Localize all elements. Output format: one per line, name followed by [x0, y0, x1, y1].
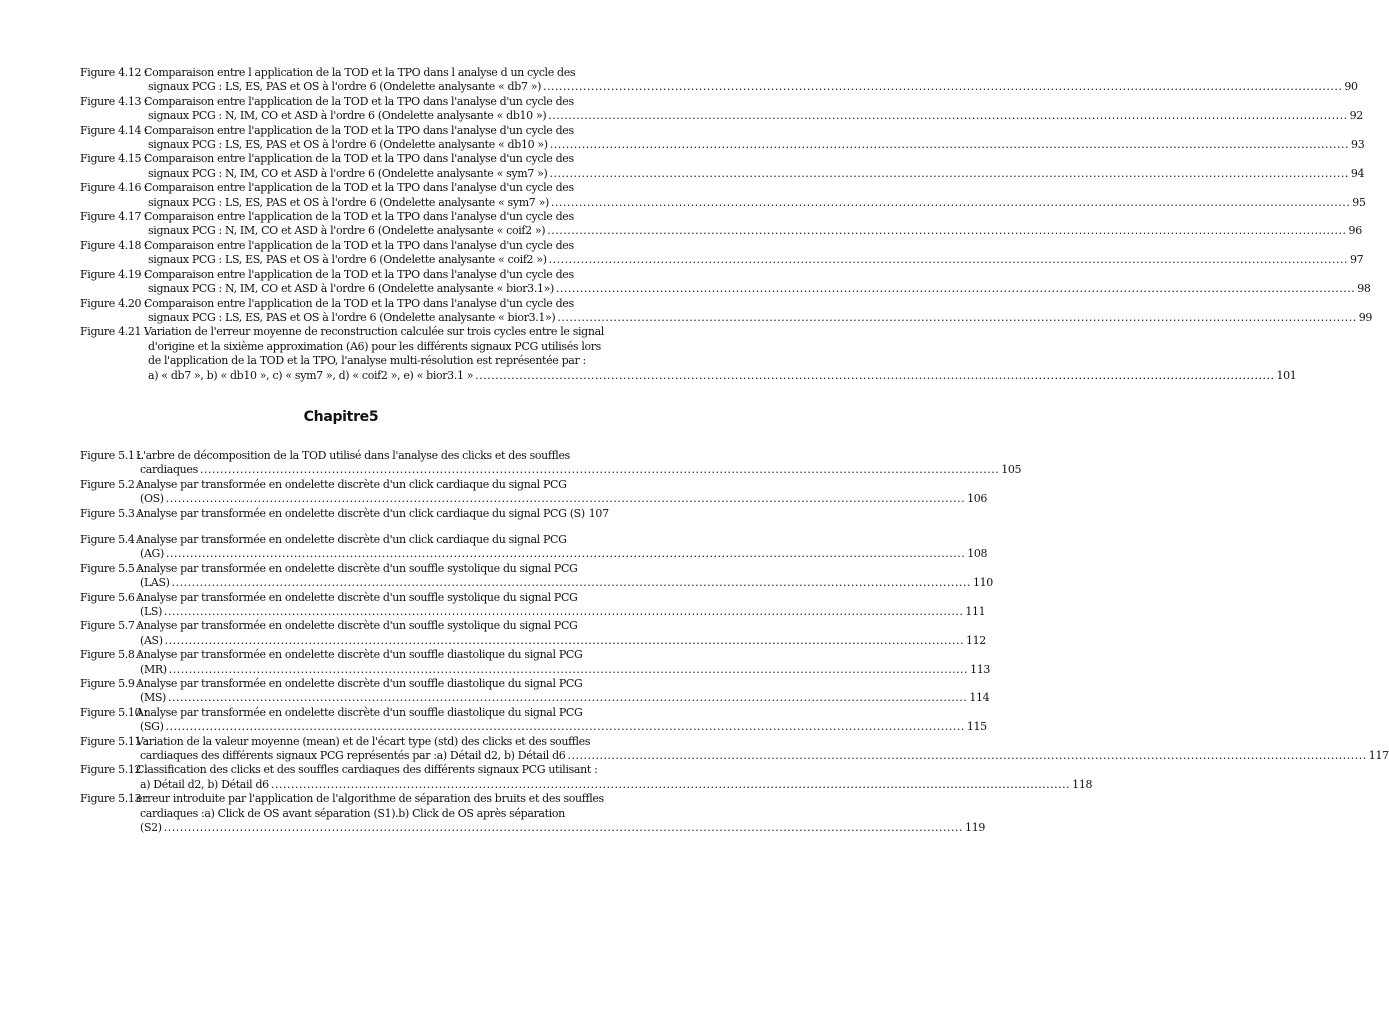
figure-caption-line: signaux PCG : LS, ES, PAS et OS à l'ordre 6 (Ondelette analysante « db10 »)	[148, 138, 548, 152]
figure-label: Figure 5.11 :	[80, 734, 148, 748]
figure-entry[interactable]	[80, 152, 1365, 181]
figure-caption-line: Comparaison entre l application de la TOD et la TPO dans l analyse d un cycle des	[144, 66, 576, 79]
figure-caption-line: Comparaison entre l'application de la TOD et la TPO dans l'analyse d'un cycle des	[144, 296, 574, 310]
figure-caption-line: signaux PCG : LS, ES, PAS et OS à l'ordre 6 (Ondelette analysante « coif2 »)	[148, 253, 547, 267]
page-number[interactable]: 115	[966, 720, 987, 734]
figure-caption-line: (SG)	[140, 720, 164, 734]
page-number[interactable]: 118	[1072, 777, 1093, 791]
figure-label: Figure 5.4 :	[80, 532, 142, 546]
figure-entry[interactable]	[80, 792, 985, 835]
figure-caption-line: (S2)	[140, 821, 162, 835]
figure-label: Figure 4.15 :	[80, 152, 148, 166]
page-number[interactable]: 97	[1349, 253, 1364, 267]
leader-dots: ........................................................................................................................................................................................................	[557, 310, 1357, 324]
figure-caption-line: signaux PCG : N, IM, CO et ASD à l'ordre 6 (Ondelette analysante « sym7 »)	[148, 166, 548, 180]
figure-caption-line: (MS)	[140, 691, 166, 705]
figure-label: Figure 5.9 :	[80, 677, 142, 691]
figure-label: Figure 4.14 :	[80, 123, 148, 137]
figure-entry[interactable]	[80, 705, 987, 735]
leader-dots: ........................................................................................................................................................................................................	[270, 777, 1071, 791]
figure-label: Figure 5.12 :	[80, 763, 148, 777]
leader-dots: ........................................................................................................................................................................................................	[547, 224, 1347, 238]
leader-dots: ........................................................................................................................................................................................................	[165, 492, 966, 506]
page-number[interactable]: 93	[1351, 138, 1365, 152]
page-number[interactable]: 94	[1350, 166, 1365, 180]
figure-label: Figure 5.13 :	[80, 792, 148, 806]
page-number[interactable]: 101	[1276, 368, 1297, 382]
figure-entry[interactable]	[80, 238, 1364, 268]
figure-label: Figure 4.12 :	[80, 66, 148, 79]
figure-caption-line: Analyse par transformée en ondelette discrète d'un souffle systolique du signal PCG	[136, 590, 578, 604]
figure-entry[interactable]	[80, 590, 986, 620]
leader-dots: ........................................................................................................................................................................................................	[164, 633, 964, 647]
figure-caption-line: cardiaques :a) Click de OS avant séparation (S1).b) Click de OS après séparation	[140, 806, 565, 820]
figure-label: Figure 5.3 :	[80, 506, 142, 520]
figure-caption-line: Comparaison entre l'application de la TOD et la TPO dans l'analyse d'un cycle des	[144, 267, 574, 281]
figure-label: Figure 4.16 :	[80, 181, 148, 195]
figure-caption-line: (AS)	[140, 633, 163, 647]
spacer	[80, 521, 602, 533]
figure-entry[interactable]	[80, 477, 988, 507]
figure-entry[interactable]	[80, 94, 1363, 124]
page-number[interactable]: 114	[969, 691, 990, 705]
figure-entry[interactable]	[80, 763, 1093, 792]
figure-entry[interactable]	[80, 123, 1365, 153]
figure-label: Figure 5.10 :	[80, 705, 148, 719]
figure-caption-line: signaux PCG : LS, ES, PAS et OS à l'ordre 6 (Ondelette analysante « bior3.1»)	[148, 310, 556, 324]
page-number[interactable]: 111	[965, 605, 986, 618]
leader-dots: ........................................................................................................................................................................................................	[475, 368, 1275, 382]
figure-entry[interactable]	[80, 267, 1371, 297]
figure-entry[interactable]	[80, 181, 1366, 210]
page-number[interactable]: 117	[1368, 749, 1389, 763]
figure-caption-line: (LAS)	[140, 576, 170, 590]
figure-label: Figure 4.17 :	[80, 210, 148, 224]
page-number[interactable]: 92	[1349, 109, 1363, 123]
table-of-figures-page	[80, 66, 1389, 836]
figure-caption-line: signaux PCG : LS, ES, PAS et OS à l'ordre 6 (Ondelette analysante « db7 »)	[148, 80, 542, 94]
leader-dots: ........................................................................................................................................................................................................	[164, 605, 964, 618]
figure-entry[interactable]	[80, 506, 609, 521]
leader-dots: ........................................................................................................................................................................................................	[548, 253, 1348, 267]
page-number[interactable]: 110	[972, 576, 993, 590]
figure-label: Figure 4.18 :	[80, 238, 148, 252]
leader-dots: ........................................................................................................................................................................................................	[167, 691, 968, 705]
figure-caption-line: Comparaison entre l'application de la TOD et la TPO dans l'analyse d'un cycle des	[144, 94, 574, 108]
figure-label: Figure 5.6 :	[80, 590, 142, 604]
figure-caption-line: Analyse par transformée en ondelette discrète d'un souffle diastolique du signal PCG	[136, 705, 583, 719]
page-number[interactable]: 119	[965, 821, 985, 835]
figure-label: Figure 4.19 :	[80, 267, 148, 281]
figure-caption-line: de l'application de la TOD et la TPO, l'analyse multi-résolution est représentée par :	[148, 354, 586, 368]
leader-dots: ........................................................................................................................................................................................................	[168, 662, 969, 676]
figure-caption-line: Variation de la valeur moyenne (mean) et de l'écart type (std) des clicks et des souffles	[136, 734, 591, 748]
leader-dots: ........................................................................................................................................................................................................	[550, 195, 1351, 209]
page-number[interactable]: 99	[1358, 310, 1373, 324]
figure-caption-line: Comparaison entre l'application de la TOD et la TPO dans l'analyse d'un cycle des	[144, 181, 574, 195]
page-number[interactable]: 90	[1344, 80, 1358, 94]
figure-label: Figure 4.21 :	[80, 325, 148, 339]
figure-caption-line: Comparaison entre l'application de la TOD et la TPO dans l'analyse d'un cycle des	[144, 123, 574, 137]
figure-caption-line: Comparaison entre l'application de la TOD et la TPO dans l'analyse d'un cycle des	[144, 152, 574, 166]
figure-caption-line: Analyse par transformée en ondelette discrète d'un click cardiaque du signal PCG	[136, 477, 567, 491]
page-number[interactable]: 113	[970, 662, 991, 676]
page-number[interactable]: 96	[1348, 224, 1362, 238]
figure-caption-line: Analyse par transformée en ondelette discrète d'un souffle diastolique du signal PCG	[136, 677, 583, 691]
figure-entry[interactable]	[80, 532, 988, 562]
figure-entry[interactable]	[80, 325, 1297, 383]
page-number[interactable]: 107	[588, 506, 609, 520]
figure-caption-line: Analyse par transformée en ondelette discrète d'un click cardiaque du signal PCG	[136, 532, 567, 546]
figure-caption-line: Analyse par transformée en ondelette discrète d'un click cardiaque du signal PCG (S)	[136, 506, 585, 520]
figure-caption-line: Analyse par transformée en ondelette discrète d'un souffle systolique du signal PCG	[136, 619, 578, 633]
leader-dots: ........................................................................................................................................................................................................	[171, 576, 971, 590]
page-number[interactable]: 108	[967, 547, 988, 561]
figure-caption-line: Variation de l'erreur moyenne de reconstruction calculée sur trois cycles entre le signal	[144, 325, 604, 339]
leader-dots: ........................................................................................................................................................................................................	[543, 80, 1343, 94]
figure-caption-line: a) « db7 », b) « db10 », c) « sym7 », d) « coif2 », e) « bior3.1 »	[148, 368, 474, 382]
chapter5-heading: Chapitre5	[303, 408, 379, 425]
figure-entry[interactable]	[80, 210, 1362, 239]
figure-label: Figure 5.5 :	[80, 561, 142, 575]
figure-entry[interactable]	[80, 619, 986, 648]
figure-caption-line: signaux PCG : N, IM, CO et ASD à l'ordre 6 (Ondelette analysante « coif2 »)	[148, 224, 546, 238]
page-number[interactable]: 98	[1357, 282, 1371, 296]
figure-caption-line: Classification des clicks et des souffles cardiaques des différents signaux PCG utilisant :	[136, 763, 598, 777]
figure-entry[interactable]	[80, 296, 1373, 326]
figure-caption-line: a) Détail d2, b) Détail d6	[140, 777, 269, 791]
figure-caption-line: cardiaques	[140, 463, 198, 477]
figure-label: Figure 5.8 :	[80, 648, 142, 662]
figure-entry[interactable]	[80, 677, 990, 706]
leader-dots: ........................................................................................................................................................................................................	[548, 109, 1348, 123]
figure-caption-line: Comparaison entre l'application de la TOD et la TPO dans l'analyse d'un cycle des	[144, 210, 574, 224]
leader-dots: ........................................................................................................................................................................................................	[555, 282, 1356, 296]
page-number[interactable]: 105	[1001, 463, 1022, 477]
figure-caption-line: Analyse par transformée en ondelette discrète d'un souffle systolique du signal PCG	[136, 561, 578, 575]
figure-label: Figure 5.7 :	[80, 619, 142, 633]
figure-label: Figure 5.1 :	[80, 448, 142, 462]
leader-dots: ........................................................................................................................................................................................................	[163, 821, 964, 835]
chapter5-figure-list	[80, 448, 1389, 836]
figure-entry[interactable]	[80, 448, 1022, 478]
figure-caption-line: (AG)	[140, 547, 164, 561]
figure-label: Figure 4.20 :	[80, 296, 148, 310]
figure-label: Figure 4.13 :	[80, 94, 148, 108]
page-number[interactable]: 95	[1352, 195, 1366, 209]
figure-caption-line: d'origine et la sixième approximation (A6) pour les différents signaux PCG utilisés lors	[148, 339, 601, 353]
figure-entry[interactable]	[80, 734, 1389, 764]
figure-caption-line: (MR)	[140, 662, 167, 676]
leader-dots: ........................................................................................................................................................................................................	[567, 749, 1367, 763]
chapter4-figure-list	[80, 66, 1373, 383]
figure-caption-line: signaux PCG : N, IM, CO et ASD à l'ordre 6 (Ondelette analysante « db10 »)	[148, 109, 547, 123]
figure-caption-line: L'arbre de décomposition de la TOD utilisé dans l'analyse des clicks et des souffles	[136, 448, 570, 462]
page-number[interactable]: 106	[967, 492, 988, 506]
figure-entry[interactable]	[80, 561, 993, 591]
leader-dots: ........................................................................................................................................................................................................	[165, 720, 965, 734]
figure-caption-line: (LS)	[140, 605, 163, 618]
figure-caption-line: Comparaison entre l'application de la TOD et la TPO dans l'analyse d'un cycle des	[144, 238, 574, 252]
figure-label: Figure 5.2 :	[80, 477, 142, 491]
leader-dots: ........................................................................................................................................................................................................	[549, 166, 1349, 180]
page-number[interactable]: 112	[966, 633, 986, 647]
figure-entry[interactable]	[80, 648, 991, 677]
figure-caption-line: erreur introduite par l'application de l'algorithme de séparation des bruits et des souffles	[136, 792, 604, 806]
leader-dots: ........................................................................................................................................................................................................	[549, 138, 1350, 152]
figure-caption-line: signaux PCG : LS, ES, PAS et OS à l'ordre 6 (Ondelette analysante « sym7 »)	[148, 195, 549, 209]
figure-caption-line: signaux PCG : N, IM, CO et ASD à l'ordre 6 (Ondelette analysante « bior3.1»)	[148, 282, 554, 296]
figure-caption-line: Analyse par transformée en ondelette discrète d'un souffle diastolique du signal PCG	[136, 648, 583, 662]
leader-dots: ........................................................................................................................................................................................................	[165, 547, 966, 561]
figure-caption-line: (OS)	[140, 492, 164, 506]
figure-entry[interactable]	[80, 66, 1358, 95]
figure-caption-line: cardiaques des différents signaux PCG représentés par :a) Détail d2, b) Détail d6	[140, 749, 566, 763]
leader-dots: ........................................................................................................................................................................................................	[199, 463, 1000, 477]
